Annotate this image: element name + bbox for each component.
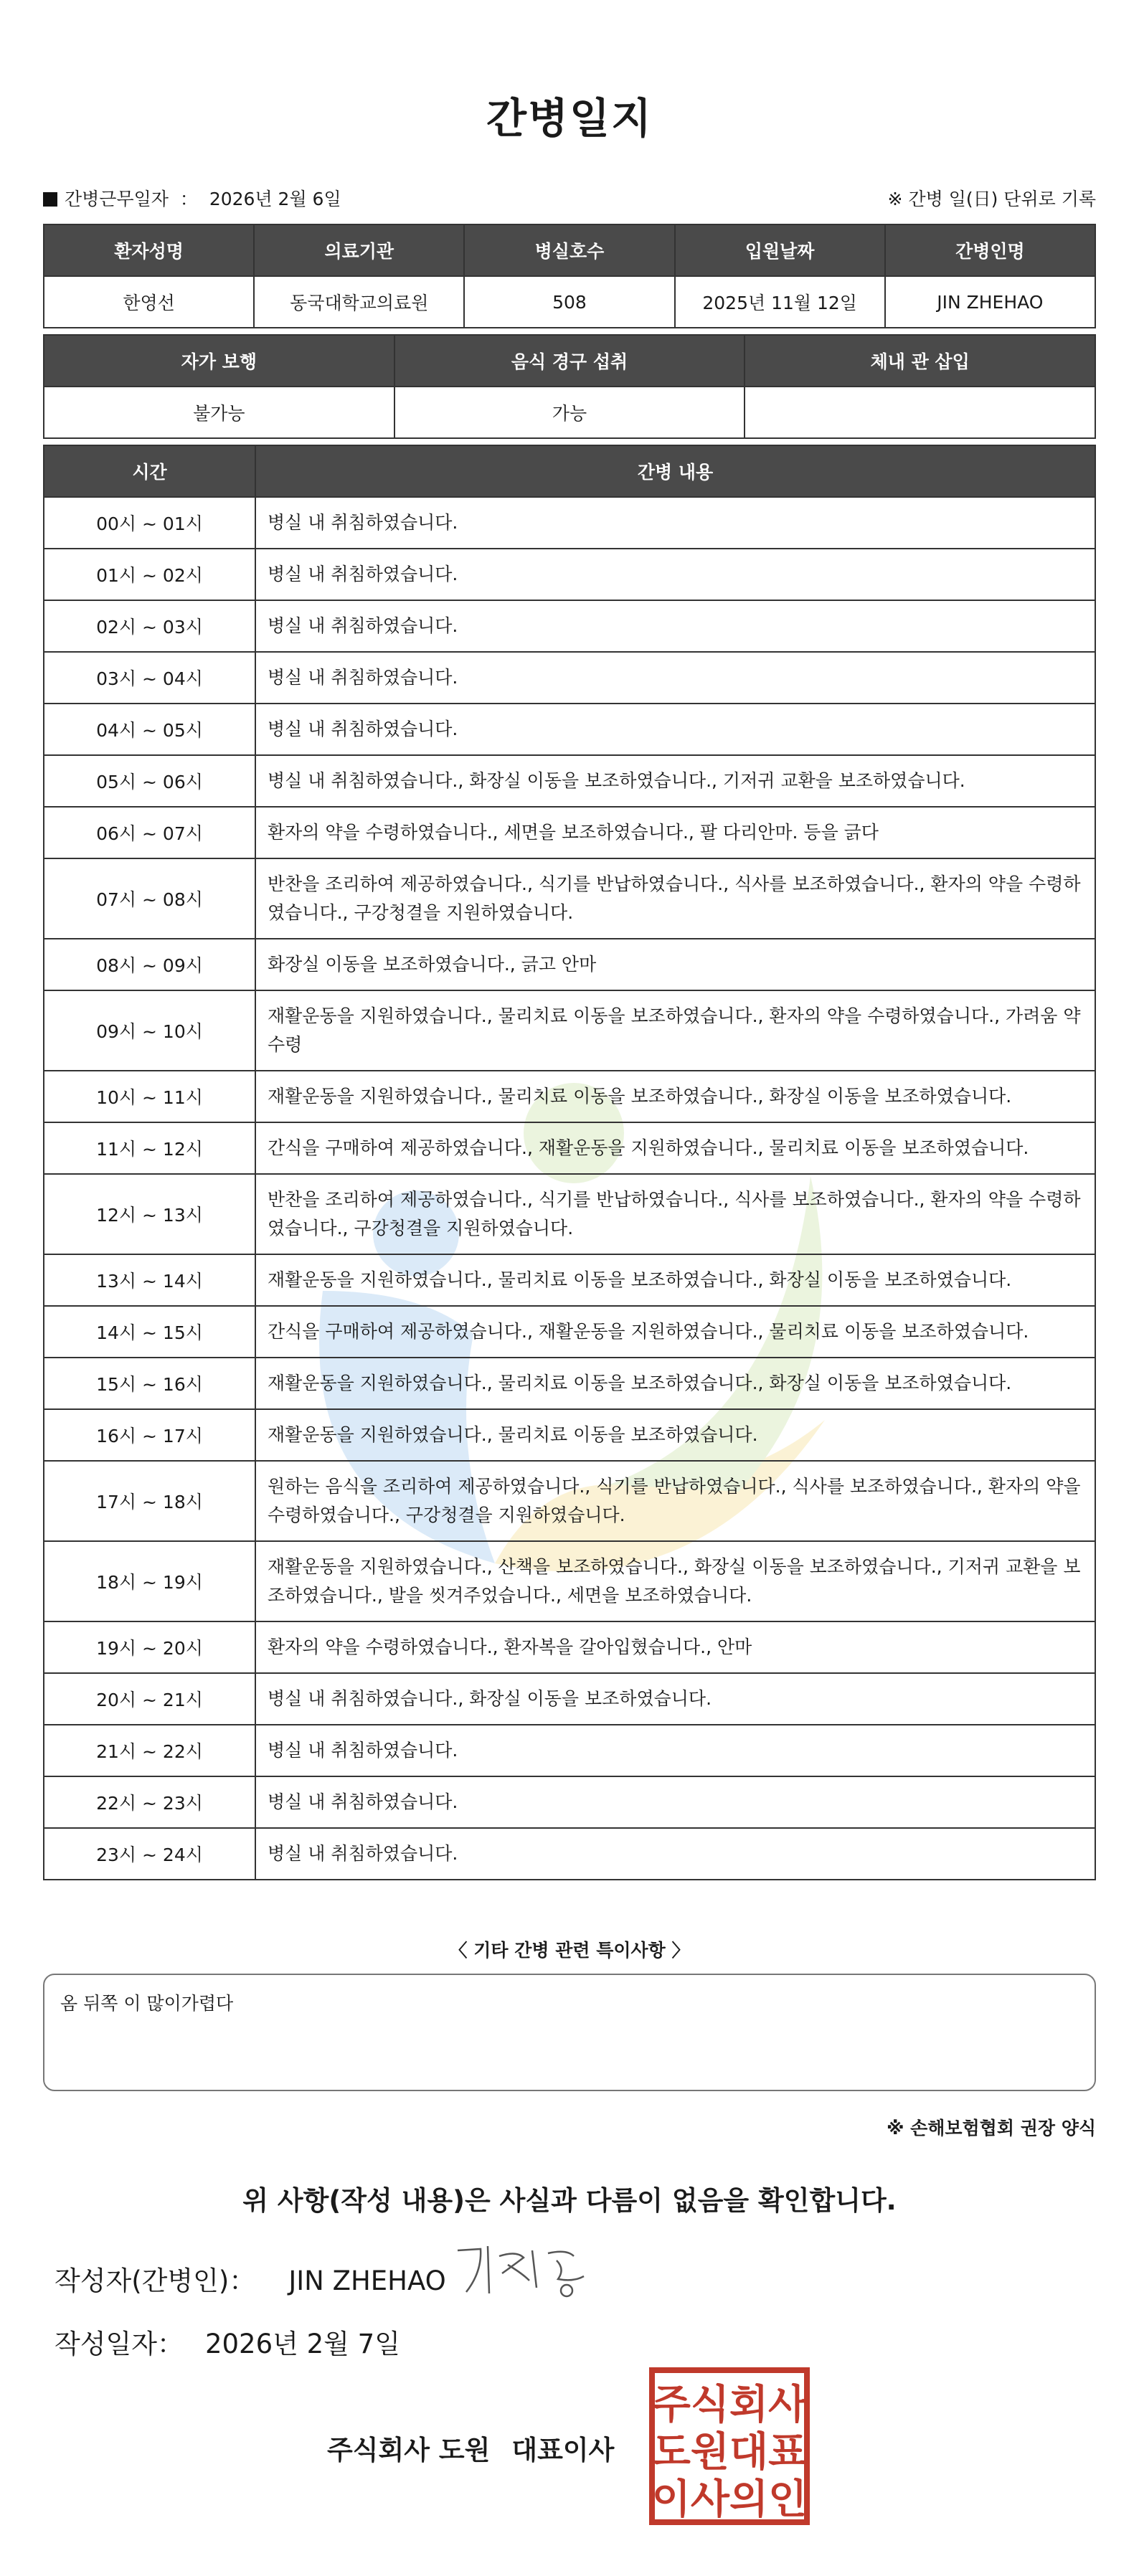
patient-info-table	[43, 224, 1096, 328]
patient-name-value: 한영선	[44, 276, 254, 328]
care-log-time: 00시 ~ 01시	[44, 497, 255, 549]
care-log-content: 재활운동을 지원하였습니다., 물리치료 이동을 보조하였습니다., 화장실 이동을 보조하였습니다.	[255, 1254, 1095, 1306]
care-log-time: 10시 ~ 11시	[44, 1071, 255, 1122]
care-log-content: 반찬을 조리하여 제공하였습니다., 식기를 반납하였습니다., 식사를 보조하였습니다., 환자의 약을 수령하였습니다., 구강청결을 지원하였습니다.	[255, 1174, 1095, 1254]
writer-row	[55, 2259, 446, 2298]
care-log-time: 07시 ~ 08시	[44, 858, 255, 939]
care-log-content: 병실 내 취침하였습니다.	[255, 704, 1095, 755]
care-status-value-row	[44, 387, 1095, 438]
company-role: 대표이사	[511, 2435, 615, 2466]
care-log-row	[44, 1409, 1095, 1461]
care-log-content: 병실 내 취침하였습니다.	[255, 1828, 1095, 1880]
document-title: 간병일지	[486, 94, 653, 143]
notes-box	[43, 1974, 1096, 2091]
care-status-header-row	[44, 335, 1095, 387]
care-log-content: 재활운동을 지원하였습니다., 산책을 보조하였습니다., 화장실 이동을 보조하였습니다., 기저귀 교환을 보조하였습니다., 발을 씻겨주었습니다., 세면을 보조하였습니다.	[255, 1541, 1095, 1621]
care-log-content: 병실 내 취침하였습니다.	[255, 600, 1095, 652]
header-oral-intake: 음식 경구 섭취	[394, 335, 745, 387]
care-log-row	[44, 1174, 1095, 1254]
care-log-time: 13시 ~ 14시	[44, 1254, 255, 1306]
care-log-row	[44, 1621, 1095, 1673]
care-log-content: 재활운동을 지원하였습니다., 물리치료 이동을 보조하였습니다.	[255, 1409, 1095, 1461]
work-date	[43, 185, 341, 211]
caregiver-name-value: JIN ZHEHAO	[885, 276, 1095, 328]
header-time: 시간	[44, 445, 255, 497]
care-log-row	[44, 1776, 1095, 1828]
care-log-row	[44, 1725, 1095, 1776]
care-log-row	[44, 1358, 1095, 1409]
patient-info-value-row	[44, 276, 1095, 328]
company-name: 주식회사 도원	[327, 2435, 491, 2466]
care-log-row	[44, 652, 1095, 704]
work-date-separator: ：	[179, 189, 198, 209]
care-log-content: 재활운동을 지원하였습니다., 물리치료 이동을 보조하였습니다., 화장실 이동을 보조하였습니다.	[255, 1358, 1095, 1409]
care-log-row	[44, 1828, 1095, 1880]
care-log-table	[43, 445, 1096, 1880]
care-log-row	[44, 1541, 1095, 1621]
work-date-label: 간병근무일자	[65, 189, 169, 209]
room-number-value: 508	[464, 276, 674, 328]
care-log-time: 17시 ~ 18시	[44, 1461, 255, 1541]
self-walking-value: 불가능	[44, 387, 394, 438]
seal-line-3: 이사의인	[651, 2476, 808, 2523]
header-hospital: 의료기관	[254, 224, 464, 276]
company-seal-stamp	[648, 2367, 810, 2526]
care-log-time: 06시 ~ 07시	[44, 807, 255, 858]
write-date-value: 2026년 2월 7일	[204, 2329, 400, 2359]
confirmation-statement: 위 사항(작성 내용)은 사실과 다름이 없음을 확인합니다.	[242, 2185, 897, 2216]
care-log-time: 19시 ~ 20시	[44, 1621, 255, 1673]
care-log-content: 병실 내 취침하였습니다.	[255, 497, 1095, 549]
care-log-row	[44, 1461, 1095, 1541]
care-log-row	[44, 1071, 1095, 1122]
care-log-content: 원하는 음식을 조리하여 제공하였습니다., 식기를 반납하였습니다., 식사를 보조하였습니다., 환자의 약을 수령하였습니다., 구강청결을 지원하였습니다.	[255, 1461, 1095, 1541]
care-log-content: 병실 내 취침하였습니다., 화장실 이동을 보조하였습니다., 기저귀 교환을 보조하였습니다.	[255, 755, 1095, 807]
notes-title: 〈 기타 간병 관련 특이사항 〉	[449, 1940, 690, 1961]
unit-note: ※ 간병 일(日) 단위로 기록	[887, 189, 1096, 209]
care-log-row	[44, 755, 1095, 807]
care-log-row	[44, 497, 1095, 549]
care-log-content: 간식을 구매하여 제공하였습니다., 재활운동을 지원하였습니다., 물리치료 이동을 보조하였습니다.	[255, 1306, 1095, 1358]
header-care-content: 간병 내용	[255, 445, 1095, 497]
care-log-time: 21시 ~ 22시	[44, 1725, 255, 1776]
header-caregiver-name: 간병인명	[885, 224, 1095, 276]
write-date-label: 작성일자：	[55, 2329, 184, 2359]
care-log-content: 환자의 약을 수령하였습니다., 환자복을 갈아입혔습니다., 안마	[255, 1621, 1095, 1673]
care-log-time: 01시 ~ 02시	[44, 549, 255, 600]
care-log-content: 반찬을 조리하여 제공하였습니다., 식기를 반납하였습니다., 식사를 보조하였습니다., 환자의 약을 수령하였습니다., 구강청결을 지원하였습니다.	[255, 858, 1095, 939]
care-log-time: 04시 ~ 05시	[44, 704, 255, 755]
care-log-time: 12시 ~ 13시	[44, 1174, 255, 1254]
care-log-time: 18시 ~ 19시	[44, 1541, 255, 1621]
header-tube-insertion: 체내 관 삽입	[745, 335, 1095, 387]
care-log-row	[44, 939, 1095, 990]
care-log-content: 재활운동을 지원하였습니다., 물리치료 이동을 보조하였습니다., 환자의 약을 수령하였습니다., 가려움 약 수령	[255, 990, 1095, 1071]
care-log-row	[44, 704, 1095, 755]
care-log-time: 05시 ~ 06시	[44, 755, 255, 807]
work-date-value: 2026년 2월 6일	[209, 189, 341, 209]
care-log-row	[44, 600, 1095, 652]
care-log-content: 병실 내 취침하였습니다., 화장실 이동을 보조하였습니다.	[255, 1673, 1095, 1725]
patient-info-header-row	[44, 224, 1095, 276]
care-log-content: 병실 내 취침하였습니다.	[255, 1776, 1095, 1828]
hospital-value: 동국대학교의료원	[254, 276, 464, 328]
care-status-table	[43, 334, 1096, 439]
writer-label: 작성자(간병인)：	[55, 2265, 256, 2296]
care-log-time: 16시 ~ 17시	[44, 1409, 255, 1461]
care-log-content: 병실 내 취침하였습니다.	[255, 652, 1095, 704]
care-log-body	[44, 497, 1095, 1880]
care-log-time: 22시 ~ 23시	[44, 1776, 255, 1828]
oral-intake-value: 가능	[394, 387, 745, 438]
header-patient-name: 환자성명	[44, 224, 254, 276]
notes-text: 옴 뒤쪽 이 많이가렵다	[60, 1993, 234, 2014]
write-date-row	[55, 2322, 400, 2361]
care-log-time: 03시 ~ 04시	[44, 652, 255, 704]
care-log-content: 간식을 구매하여 제공하였습니다., 재활운동을 지원하였습니다., 물리치료 이동을 보조하였습니다.	[255, 1122, 1095, 1174]
header-self-walking: 자가 보행	[44, 335, 394, 387]
care-log-content: 병실 내 취침하였습니다.	[255, 1725, 1095, 1776]
care-log-row	[44, 858, 1095, 939]
header-room-number: 병실호수	[464, 224, 674, 276]
care-log-header-row	[44, 445, 1095, 497]
care-log-row	[44, 807, 1095, 858]
care-log-time: 09시 ~ 10시	[44, 990, 255, 1071]
handwritten-signature	[452, 2236, 595, 2301]
care-log-content: 재활운동을 지원하였습니다., 물리치료 이동을 보조하였습니다., 화장실 이동을 보조하였습니다.	[255, 1071, 1095, 1122]
care-log-time: 14시 ~ 15시	[44, 1306, 255, 1358]
care-log-row	[44, 549, 1095, 600]
care-log-content: 병실 내 취침하였습니다.	[255, 549, 1095, 600]
care-log-row	[44, 1673, 1095, 1725]
square-bullet-icon	[43, 192, 57, 207]
meta-row	[43, 185, 1096, 214]
care-log-row	[44, 990, 1095, 1071]
header-admission-date: 입원날짜	[675, 224, 885, 276]
writer-name: JIN ZHEHAO	[288, 2265, 446, 2296]
association-note: ※ 손해보험협회 권장 양식	[887, 2118, 1096, 2139]
care-log-time: 15시 ~ 16시	[44, 1358, 255, 1409]
company-signature-line	[327, 2428, 614, 2467]
care-log-row	[44, 1254, 1095, 1306]
care-log-time: 11시 ~ 12시	[44, 1122, 255, 1174]
tube-insertion-value	[745, 387, 1095, 438]
care-log-time: 23시 ~ 24시	[44, 1828, 255, 1880]
care-log-row	[44, 1306, 1095, 1358]
seal-line-1: 주식회사	[651, 2382, 808, 2428]
care-log-time: 02시 ~ 03시	[44, 600, 255, 652]
care-log-row	[44, 1122, 1095, 1174]
seal-line-2: 도원대표	[651, 2429, 808, 2476]
care-log-content: 화장실 이동을 보조하였습니다., 긁고 안마	[255, 939, 1095, 990]
care-log-time: 08시 ~ 09시	[44, 939, 255, 990]
care-log-content: 환자의 약을 수령하였습니다., 세면을 보조하였습니다., 팔 다리안마. 등을 긁다	[255, 807, 1095, 858]
admission-date-value: 2025년 11월 12일	[675, 276, 885, 328]
care-log-time: 20시 ~ 21시	[44, 1673, 255, 1725]
